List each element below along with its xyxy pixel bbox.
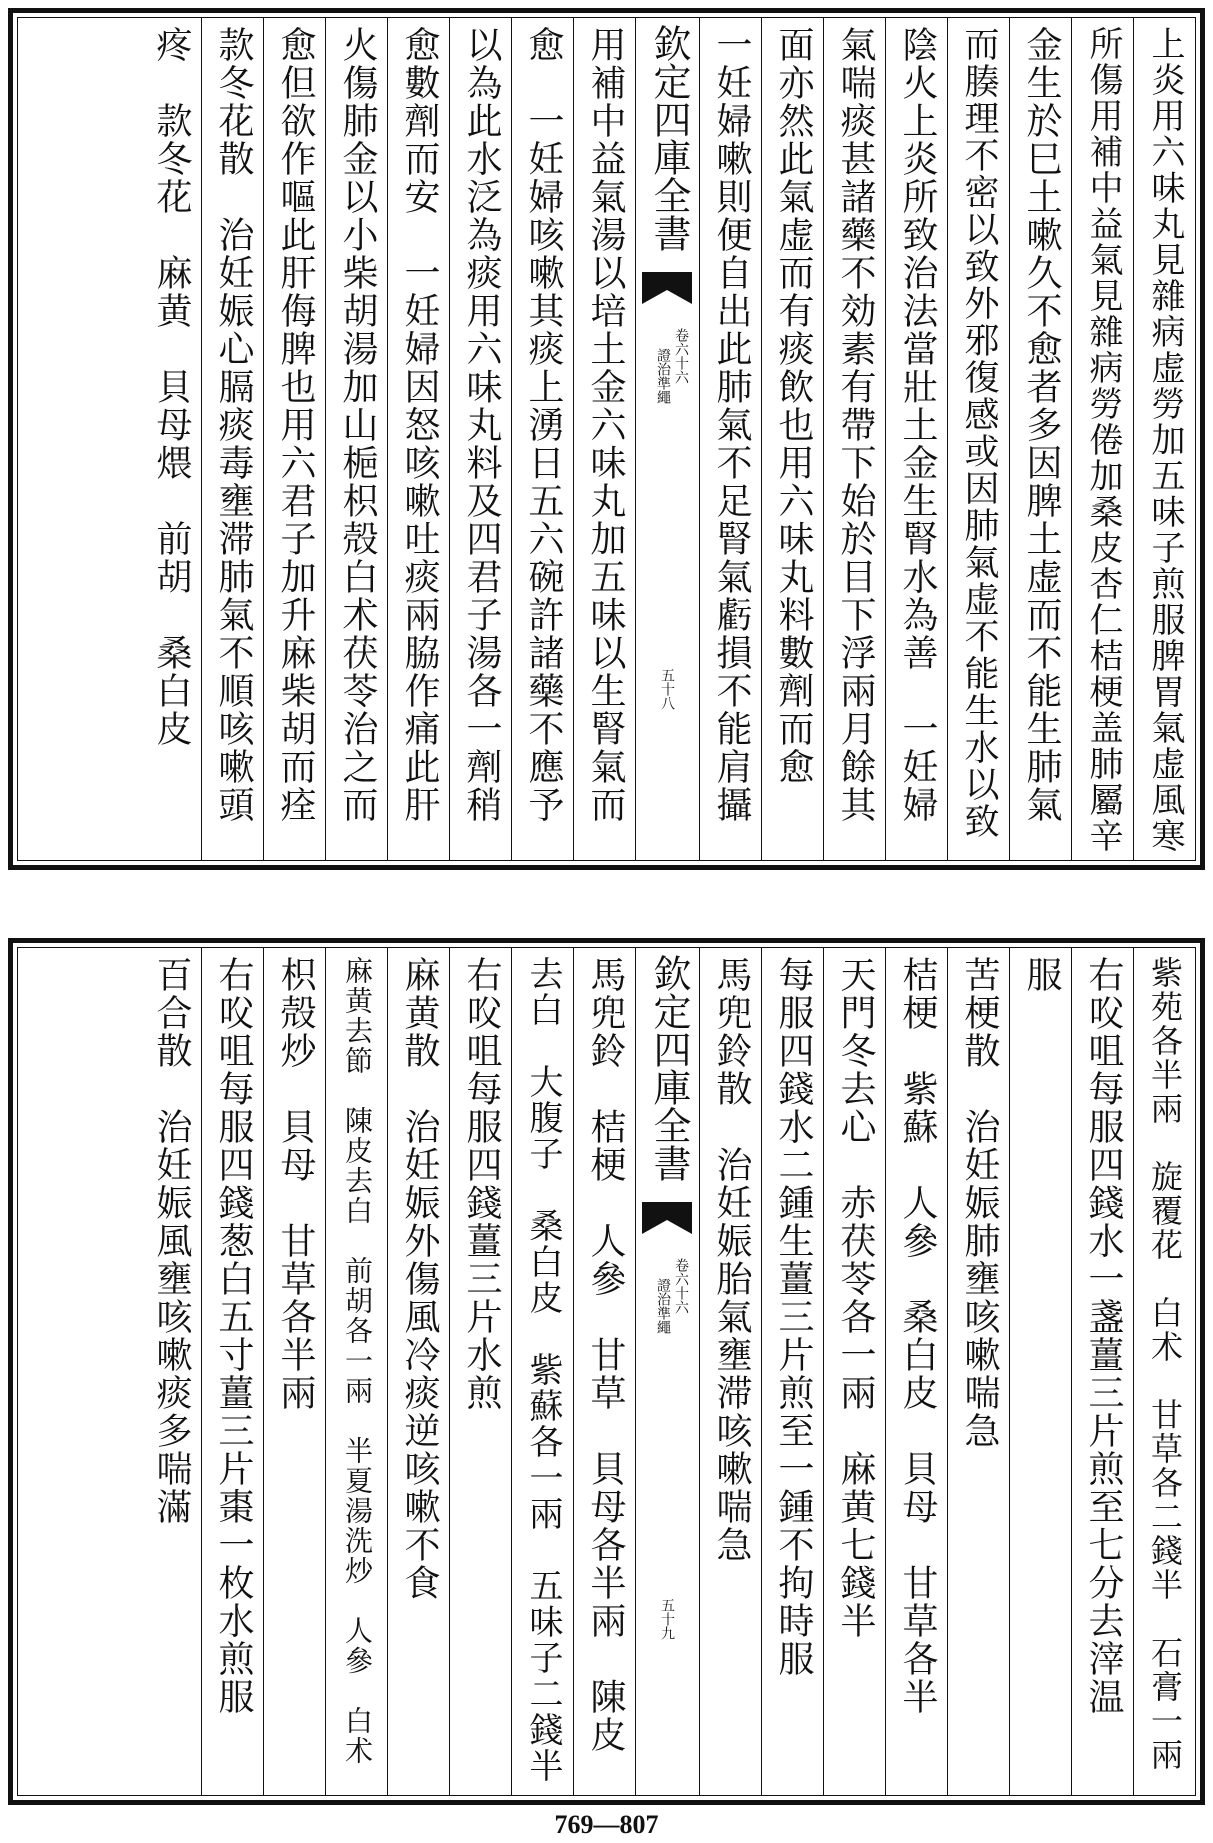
column-text: 桔梗 紫蘇 人參 桑白皮 貝母 甘草各半 xyxy=(897,956,938,1716)
column-text: 陰火上炎所致治法當壯土金生腎水為善 一妊婦 xyxy=(897,26,938,824)
column-text: 愈 一妊婦咳嗽其痰上湧日五六碗許諸藥不應予 xyxy=(523,26,564,824)
text-column xyxy=(511,948,573,1795)
column-text: 服 xyxy=(1021,956,1062,994)
column-text: 火傷肺金以小柴胡湯加山梔枳殻白术茯苓治之而 xyxy=(337,26,378,824)
text-column xyxy=(201,18,263,860)
text-column xyxy=(1071,18,1133,860)
text-column xyxy=(325,18,387,860)
text-columns-lower xyxy=(17,947,1196,1796)
fishtail-mark-icon xyxy=(642,268,692,308)
center-fold-column xyxy=(635,18,699,860)
text-column xyxy=(449,948,511,1795)
folio-number: 五十九 xyxy=(659,1598,675,1640)
column-text: 麻黄散 治妊娠外傷風冷痰逆咳嗽不食 xyxy=(399,956,440,1602)
page-sheet-upper xyxy=(8,8,1205,870)
text-column xyxy=(761,948,823,1795)
text-column xyxy=(885,948,947,1795)
text-column xyxy=(573,948,635,1795)
collection-title: 欽定四庫全書 xyxy=(647,24,691,252)
page-sheet-lower xyxy=(8,938,1205,1805)
column-text: 疼 款冬花 麻黄 貝母煨 前胡 桑白皮 xyxy=(151,26,192,748)
text-columns-upper xyxy=(17,17,1196,861)
column-text: 而腠理不密以致外邪復感或因肺氣虚不能生水以致 xyxy=(959,26,999,840)
column-text: 右㕮咀每服四錢水一盞薑三片煎至七分去滓温 xyxy=(1083,956,1124,1716)
column-text: 用補中益氣湯以培土金六味丸加五味以生腎氣而 xyxy=(585,26,626,824)
text-column xyxy=(325,948,387,1795)
text-column xyxy=(823,948,885,1795)
column-text: 氣喘痰甚諸藥不効素有帶下始於目下浮兩月餘其 xyxy=(835,26,876,824)
text-column xyxy=(823,18,885,860)
column-text: 面亦然此氣虚而有痰飲也用六味丸料數劑而愈 xyxy=(773,26,814,786)
column-text: 一妊婦嗽則便自出此肺氣不足腎氣虧損不能肩攝 xyxy=(711,26,752,824)
column-text: 右㕮咀每服四錢葱白五寸薑三片棗一枚水煎服 xyxy=(213,956,254,1716)
text-column xyxy=(1133,948,1195,1795)
text-column xyxy=(387,948,449,1795)
text-column xyxy=(139,948,201,1795)
book-title: 證治準繩 xyxy=(655,348,671,404)
text-column xyxy=(1009,948,1071,1795)
collection-title: 欽定四庫全書 xyxy=(647,954,691,1182)
text-column xyxy=(201,948,263,1795)
text-column xyxy=(449,18,511,860)
column-text: 枳殻炒 貝母 甘草各半兩 xyxy=(275,956,316,1412)
column-text: 愈數劑而安 一妊婦因怒咳嗽吐痰兩脇作痛此肝 xyxy=(399,26,440,824)
text-column xyxy=(761,18,823,860)
text-column xyxy=(699,18,761,860)
center-fold-column xyxy=(635,948,699,1795)
book-title: 證治準繩 xyxy=(655,1278,671,1334)
text-column xyxy=(885,18,947,860)
text-column xyxy=(1071,948,1133,1795)
text-column xyxy=(1133,18,1195,860)
column-text: 天門冬去心 赤茯苓各一兩 麻黄七錢半 xyxy=(835,956,876,1640)
folio-number: 五十八 xyxy=(659,668,675,710)
volume-number: 卷六十六 xyxy=(673,328,689,384)
column-text: 款冬花散 治妊娠心膈痰毒壅滞肺氣不順咳嗽頭 xyxy=(213,26,254,824)
column-text: 上炎用六味丸見雜病虚勞加五味子煎服脾胃氣虚風寒 xyxy=(1145,26,1185,854)
column-text: 苦梗散 治妊娠肺壅咳嗽喘急 xyxy=(959,956,1000,1450)
column-text: 馬兜鈴 桔梗 人參 甘草 貝母各半兩 陳皮 xyxy=(585,956,626,1754)
text-column xyxy=(947,948,1009,1795)
text-column xyxy=(263,18,325,860)
fishtail-mark-icon xyxy=(642,1198,692,1238)
text-column xyxy=(947,18,1009,860)
column-text: 以為此水泛為痰用六味丸料及四君子湯各一劑稍 xyxy=(461,26,502,824)
column-text: 愈但欲作嘔此肝侮脾也用六君子加升麻柴胡而痊 xyxy=(275,26,316,824)
text-column xyxy=(263,948,325,1795)
text-column xyxy=(573,18,635,860)
page-identifier: 769—807 xyxy=(554,1810,659,1839)
text-column xyxy=(699,948,761,1795)
column-text: 去白 大腹子 桑白皮 紫蘇各一兩 五味子二錢半 xyxy=(523,956,563,1784)
column-text: 百合散 治妊娠風壅咳嗽痰多喘滿 xyxy=(151,956,192,1526)
text-column xyxy=(511,18,573,860)
column-text: 金生於巳土嗽久不愈者多因脾土虚而不能生肺氣 xyxy=(1021,26,1062,824)
column-text: 馬兜鈴散 治妊娠胎氣壅滞咳嗽喘急 xyxy=(711,956,752,1564)
text-column xyxy=(139,18,201,860)
column-text: 紫苑各半兩 旋覆花 白术 甘草各二錢半 石膏一兩 xyxy=(1146,956,1184,1772)
column-text: 右㕮咀每服四錢薑三片水煎 xyxy=(461,956,502,1412)
volume-number: 卷六十六 xyxy=(673,1258,689,1314)
column-text: 每服四錢水二鍾生薑三片煎至一鍾不拘時服 xyxy=(773,956,814,1678)
text-column xyxy=(1009,18,1071,860)
column-text: 所傷用補中益氣見雜病勞倦加桑皮杏仁桔梗盖肺屬辛 xyxy=(1083,26,1123,854)
text-column xyxy=(387,18,449,860)
column-text: 麻黄去節 陳皮去白 前胡各一兩 半夏湯洗炒 人參 白术 xyxy=(341,956,374,1766)
